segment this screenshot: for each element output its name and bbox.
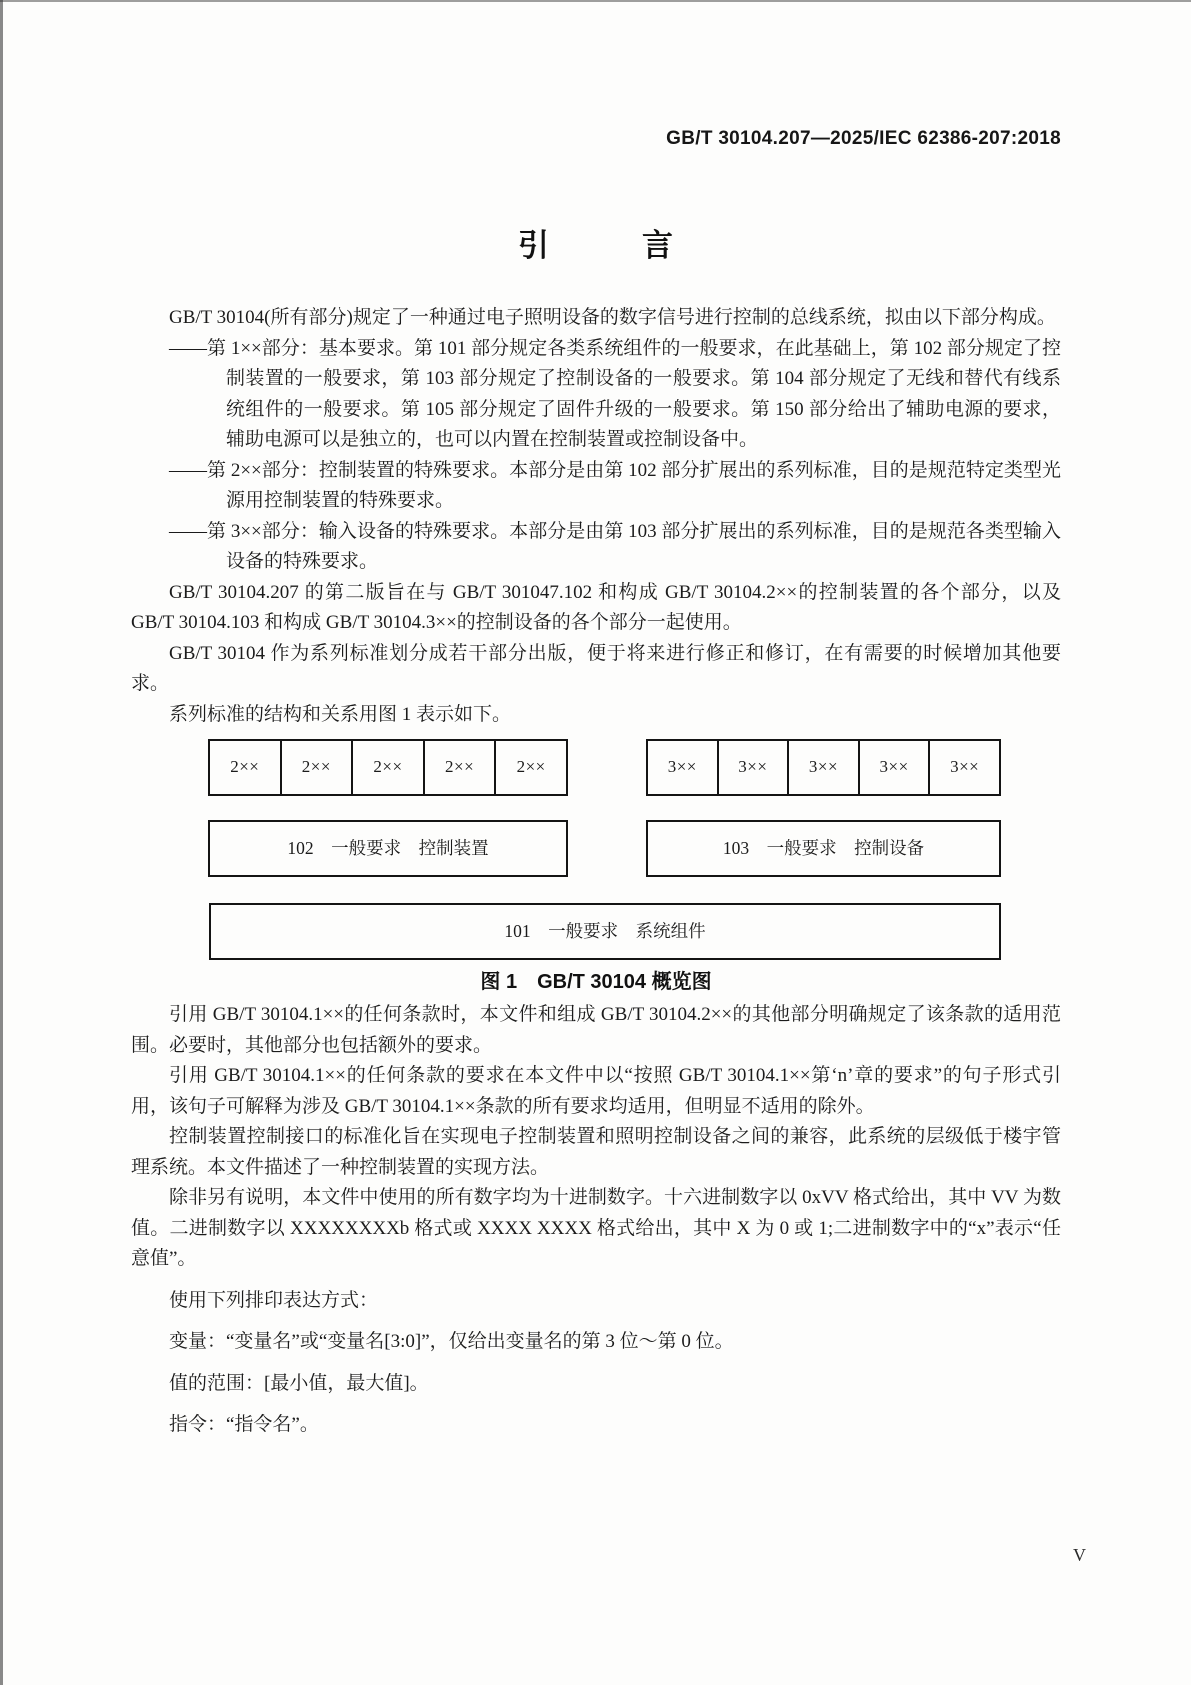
figure-cell-3xx: 3×× — [789, 741, 860, 794]
figure-cell-3xx: 3×× — [719, 741, 790, 794]
paragraph-interface-standardization: 控制装置控制接口的标准化旨在实现电子控制装置和照明控制设备之间的兼容，此系统的层级低于楼宇管理系统。本文件描述了一种控制装置的实现方法。 — [131, 1126, 1061, 1178]
figure-cell-2xx: 2×× — [516, 757, 546, 777]
standard-number-header: GB/T 30104.207—2025/IEC 62386-207:2018 — [666, 128, 1061, 149]
document-body — [131, 303, 1061, 1441]
figure-box-101-system-components: 101 一般要求 系统组件 — [209, 903, 1001, 960]
figure-cell-2xx: 2×× — [425, 741, 497, 794]
figure-cell-3xx: 3×× — [648, 741, 719, 794]
figure-box-102-control-gear: 102 一般要求 控制装置 — [208, 820, 568, 877]
figure-box-103-control-devices: 103 一般要求 控制设备 — [646, 820, 1001, 877]
paragraph-number-notation: 除非另有说明，本文件中使用的所有数字均为十进制数字。十六进制数字以 0xVV 格式给出，其中 VV 为数值。二进制数字以 XXXXXXXXb 格式或 XXXX XXXX 格式给出，其中 X 为 0 或 1;二进制数字中的“x”表示“任意值”。 — [131, 1187, 1061, 1269]
scan-edge-top — [0, 0, 1191, 2]
figure-cell-3xx: 3×× — [950, 757, 980, 777]
paragraph-command-notation: 指令：“指令名”。 — [169, 1414, 319, 1435]
figure-cell-3xx: 3×× — [860, 741, 931, 794]
paragraph-range-notation: 值的范围：[最小值，最大值]。 — [169, 1372, 429, 1394]
figure-1-overview-diagram — [131, 739, 1061, 993]
figure-cell-2xx: 2×× — [210, 741, 282, 794]
paragraph-series: GB/T 30104 作为系列标准划分成若干部分出版，便于将来进行修正和修订，在有需要的时候增加其他要求。 — [131, 642, 1061, 694]
paragraph-intro: GB/T 30104(所有部分)规定了一种通过电子照明设备的数字信号进行控制的总线系统，拟由以下部分构成。 — [169, 307, 1056, 328]
paragraph-typographic-lead: 使用下列排印表达方式： — [169, 1289, 379, 1311]
figure-group-3xx — [646, 739, 1001, 796]
paragraph-reference-form: 引用 GB/T 30104.1××的任何条款的要求在本文件中以“按照 GB/T 30104.1××第‘n’章的要求”的句子形式引用，该句子可解释为涉及 GB/T 30104.1××条款的所有要求均适用，但明显不适用的除外。 — [131, 1065, 1061, 1117]
figure-cell-2xx: 2×× — [353, 741, 425, 794]
page-number: V — [1073, 1545, 1086, 1565]
figure-group-2xx — [208, 739, 568, 796]
list-item-part1: ——第 1××部分：基本要求。第 101 部分规定各类系统组件的一般要求，在此基础上，第 102 部分规定了控制装置的一般要求，第 103 部分规定了控制设备的一般要求。第 104 部分规定了无线和替代有线系统组件的一般要求。第 105 部分规定了固件升级的一般要求。第 150 部分给出了辅助电源的要求，辅助电源可以是独立的，也可以内置在控制装置或控制设备中。 — [169, 337, 1061, 450]
list-item-part3: ——第 3××部分：输入设备的特殊要求。本部分是由第 103 部分扩展出的系列标准，目的是规范各类型输入设备的特殊要求。 — [169, 520, 1061, 572]
list-item-part2: ——第 2××部分：控制装置的特殊要求。本部分是由第 102 部分扩展出的系列标准，目的是规范特定类型光源用控制装置的特殊要求。 — [169, 459, 1061, 511]
page-title: 引 言 — [518, 228, 673, 263]
figure-caption: 图 1 GB/T 30104 概览图 — [480, 971, 712, 993]
paragraph-variable-notation: 变量：“变量名”或“变量名[3:0]”，仅给出变量名的第 3 位～第 0 位。 — [169, 1331, 734, 1352]
paragraph-figure-lead: 系列标准的结构和关系用图 1 表示如下。 — [169, 703, 512, 725]
figure-cell-2xx: 2×× — [282, 741, 354, 794]
paragraph-edition: GB/T 30104.207 的第二版旨在与 GB/T 301047.102 和构成 GB/T 30104.2××的控制装置的各个部分，以及 GB/T 30104.103 和构成 GB/T 30104.3××的控制设备的各个部分一起使用。 — [131, 581, 1061, 633]
paragraph-reference-scope: 引用 GB/T 30104.1××的任何条款时，本文件和组成 GB/T 30104.2××的其他部分明确规定了该条款的适用范围。必要时，其他部分也包括额外的要求。 — [131, 1004, 1061, 1056]
